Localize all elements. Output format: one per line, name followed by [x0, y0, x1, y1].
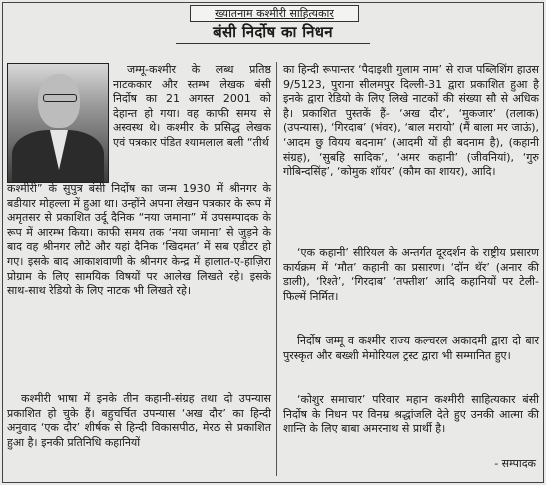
right2-text: ‘एक कहानी’ सीरियल के अन्तर्गत दूरदर्शन के राष्ट्रीय प्रसारण कार्यक्रम में ‘मौत’ कहानी का प्रसारण। ‘दॉन थॅर’ (अनार की डाली), ‘रिश्ते’, ‘गिरदाब’ ‘तफ्तीश’ आदि कहानियों पर टेली-फिल्में निर्मित।: [283, 246, 539, 303]
section-label: ख्यातनाम कश्मीरी साहित्यकार: [190, 5, 359, 22]
article-right-paragraph-4: [283, 393, 539, 437]
article-title: बंसी निर्दोष का निधन: [213, 23, 333, 41]
article-paragraph-2: [7, 392, 271, 450]
lead-text: जम्मू-कश्मीर के लब्ध प्रतिष्ठ नाटककार और स्तम्भ लेखक बंसी निर्दोष का 21 अगस्त 2001 को देहान्त हो गया। वह काफी समय से अस्वस्थ थे। कश्मीर के प्रसिद्ध लेखक एवं पत्रकार पंडित श्यामलाल बली “तीर्थ: [113, 63, 271, 149]
portrait-photo: [7, 63, 109, 183]
article-right-paragraph-1: [283, 63, 539, 180]
right4-text: ‘कोशुर समाचार’ परिवार महान कश्मीरी साहित्यकार बंसी निर्दोष के निधन पर विनम्र श्रद्धांजलि देते हुए उनकी आत्मा की शान्ति के लिए बाबा अमरनाथ से प्रार्थी है।: [283, 393, 539, 436]
right1-text: का हिन्दी रूपान्तर ‘पैदाइशी गुलाम नाम’ से राज पब्लिशिंग हाउस 9/5123, पुराना सीलमपुर दिल्ली-31 द्वारा प्रकाशित हुआ है इनके द्वारा रेडियो के लिए लिखे नाटकों की संख्या सौ से अधिक है। प्रकाशित पुस्तकें हैं- ‘अख दौर’, ‘मुकजार’ (तलाक) (उपन्यास), ‘गिरदाब’ (भंवर), ‘बाल मरायो’ (मैं बाला मर जाऊं), ‘आदम छु वियय बदनाम’ (आदमी यों ही बदनाम है), (कहानी संग्रह), ‘सुबहि सादिक’, ‘अमर कहानी’ (जीवनियां), ‘गुरु गोबिन्दसिंह’, ‘कोमुक शॉयर’ (कौम का शायर), आदि।: [283, 63, 539, 179]
article-lead: [113, 63, 271, 151]
right3-text: निर्दोष जम्मू व कश्मीर राज्य कल्चरल अकादमी द्वारा दो बार पुरस्कृत और बख्शी मेमोरियल ट्रस्ट द्वारा भी सम्मानित हुए।: [283, 334, 539, 362]
portrait-glasses: [43, 94, 77, 102]
article-right-paragraph-3: [283, 334, 539, 363]
lead-cont-text: कश्मीरी” के सुपुत्र बंसी निर्दोष का जन्म 1930 में श्रीनगर के बडीयार मोहल्ला में हुआ था। उन्होंने अपना लेखन पत्रकार के रूप में अमृतसर से प्रकाशित उर्दू दैनिक “नया जमाना” में उपसम्पादक के रूप में आरम्भ किया। काफी समय तक ‘नया जमाना’ से जुड़ने के बाद वह श्रीनगर लौटे और यहां दैनिक ‘खिदमत’ में सब एडीटर हो गए। इसके बाद आकाशवाणी के श्रीनगर केन्द्र में हालात-ए-हाज़िरा प्रोग्राम के लिए सामयिक विषयों पर आलेख लिखते रहे। इसके साथ-साथ रेडियो के लिए नाटक भी लिखते रहे।: [7, 182, 271, 298]
column-divider: [276, 62, 277, 476]
article-lead-continued: [7, 182, 271, 299]
title-underline: [176, 43, 370, 44]
para2-text: कश्मीरी भाषा में इनके तीन कहानी-संग्रह तथा दो उपन्यास प्रकाशित हो चुके हैं। बहुचर्चित उपन्यास ‘अख दौर’ का हिन्दी अनुवाद ‘एक दौर’ शीर्षक से हिन्दी विकासपीठ, मेरठ से प्रकाशित हुआ है। इनकी प्रतिनिधि कहानियों: [7, 392, 271, 449]
editor-signature: - सम्पादक: [494, 457, 536, 470]
article-right-paragraph-2: [283, 246, 539, 304]
